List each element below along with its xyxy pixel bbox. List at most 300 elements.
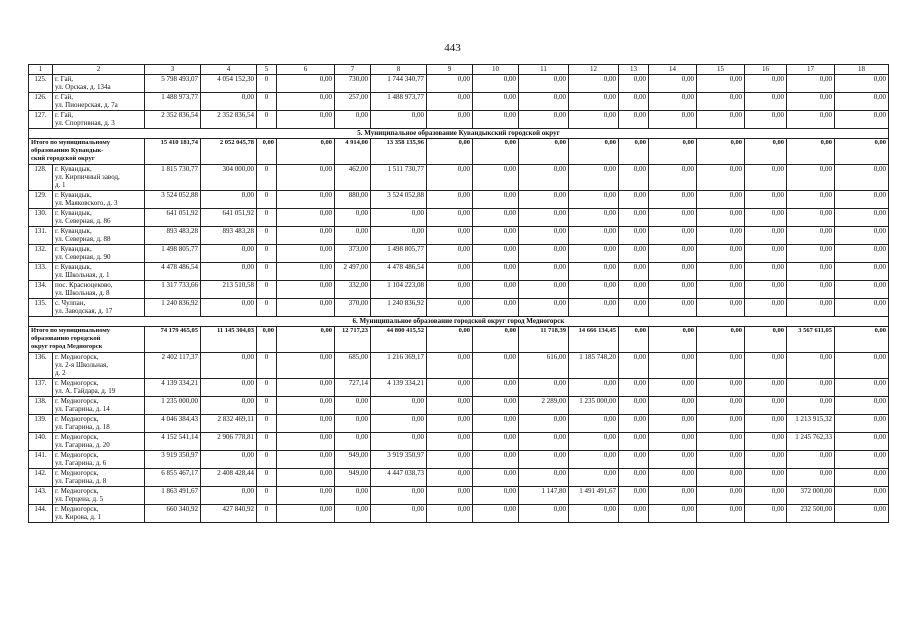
cell-col-4: 427 840,92 xyxy=(201,505,257,523)
cell-col-18: 0,00 xyxy=(835,397,889,415)
cell-col-15: 0,00 xyxy=(697,191,745,209)
address-cell: г. Медногорск, ул. Гагарина, д. 14 xyxy=(53,397,145,415)
address-cell: пос. Красноцеково, ул. Школьная, д. 8 xyxy=(53,281,145,299)
cell-col-8: 1 744 340,77 xyxy=(371,75,427,93)
cell-col-11: 616,00 xyxy=(519,353,569,379)
total-cell-col-12: 14 666 134,45 xyxy=(569,327,619,353)
cell-col-11: 0,00 xyxy=(519,505,569,523)
row-number: 135. xyxy=(29,299,53,317)
cell-col-13: 0,00 xyxy=(619,451,649,469)
table-row xyxy=(29,379,889,397)
cell-col-10: 0,00 xyxy=(473,487,519,505)
cell-col-14: 0,00 xyxy=(649,191,697,209)
address-cell: г. Кувандык, ул. Северная, д. 90 xyxy=(53,245,145,263)
column-number-row xyxy=(29,65,889,75)
total-cell-col-16: 0,00 xyxy=(745,327,787,353)
row-number: 129. xyxy=(29,191,53,209)
cell-col-17: 0,00 xyxy=(787,299,835,317)
cell-col-7: 949,00 xyxy=(335,451,371,469)
cell-col-5: 0 xyxy=(257,263,277,281)
cell-col-11: 2 289,00 xyxy=(519,397,569,415)
cell-col-9: 0,00 xyxy=(427,75,473,93)
cell-col-11: 0,00 xyxy=(519,191,569,209)
cell-col-12: 0,00 xyxy=(569,75,619,93)
cell-col-3: 1 863 491,67 xyxy=(145,487,201,505)
cell-col-16: 0,00 xyxy=(745,209,787,227)
cell-col-16: 0,00 xyxy=(745,227,787,245)
cell-col-6: 0,00 xyxy=(277,487,335,505)
cell-col-6: 0,00 xyxy=(277,469,335,487)
cell-col-4: 641 051,92 xyxy=(201,209,257,227)
cell-col-12: 0,00 xyxy=(569,245,619,263)
address-cell: г. Кувандык, ул. Северная, д. 86 xyxy=(53,209,145,227)
cell-col-18: 0,00 xyxy=(835,505,889,523)
total-cell-col-8: 44 800 415,52 xyxy=(371,327,427,353)
address-cell: с. Чулпан, ул. Заводская, д. 17 xyxy=(53,299,145,317)
cell-col-13: 0,00 xyxy=(619,415,649,433)
cell-col-10: 0,00 xyxy=(473,415,519,433)
cell-col-4: 2 408 428,44 xyxy=(201,469,257,487)
total-cell-col-9: 0,00 xyxy=(427,327,473,353)
cell-col-9: 0,00 xyxy=(427,469,473,487)
cell-col-7: 0,00 xyxy=(335,227,371,245)
row-number: 138. xyxy=(29,397,53,415)
table-row xyxy=(29,299,889,317)
cell-col-8: 0,00 xyxy=(371,433,427,451)
cell-col-15: 0,00 xyxy=(697,227,745,245)
cell-col-13: 0,00 xyxy=(619,191,649,209)
cell-col-8: 0,00 xyxy=(371,227,427,245)
cell-col-13: 0,00 xyxy=(619,469,649,487)
cell-col-6: 0,00 xyxy=(277,281,335,299)
cell-col-15: 0,00 xyxy=(697,451,745,469)
row-number: 130. xyxy=(29,209,53,227)
cell-col-10: 0,00 xyxy=(473,451,519,469)
cell-col-16: 0,00 xyxy=(745,487,787,505)
cell-col-15: 0,00 xyxy=(697,469,745,487)
table-row xyxy=(29,353,889,379)
total-cell-col-13: 0,00 xyxy=(619,139,649,165)
section-header-row xyxy=(29,129,889,139)
cell-col-8: 1 498 805,77 xyxy=(371,245,427,263)
cell-col-16: 0,00 xyxy=(745,93,787,111)
cell-col-9: 0,00 xyxy=(427,191,473,209)
address-cell: г. Кувандык, ул. Маяковского, д. 3 xyxy=(53,191,145,209)
cell-col-7: 462,00 xyxy=(335,165,371,191)
row-number: 144. xyxy=(29,505,53,523)
address-cell: г. Медногорск, ул. Гагарина, д. 20 xyxy=(53,433,145,451)
column-header-4: 4 xyxy=(201,65,257,75)
cell-col-14: 0,00 xyxy=(649,397,697,415)
total-cell-col-11: 11 718,39 xyxy=(519,327,569,353)
cell-col-3: 1 240 836,92 xyxy=(145,299,201,317)
cell-col-7: 727,14 xyxy=(335,379,371,397)
cell-col-18: 0,00 xyxy=(835,353,889,379)
cell-col-6: 0,00 xyxy=(277,93,335,111)
cell-col-13: 0,00 xyxy=(619,299,649,317)
data-table xyxy=(28,64,889,523)
cell-col-10: 0,00 xyxy=(473,93,519,111)
address-cell: г. Медногорск, ул. Гагарина, д. 6 xyxy=(53,451,145,469)
address-cell: г. Медногорск, ул. А. Гайдара, д. 19 xyxy=(53,379,145,397)
cell-col-8: 4 139 334,21 xyxy=(371,379,427,397)
cell-col-12: 0,00 xyxy=(569,379,619,397)
cell-col-10: 0,00 xyxy=(473,433,519,451)
total-cell-col-14: 0,00 xyxy=(649,139,697,165)
cell-col-10: 0,00 xyxy=(473,263,519,281)
cell-col-3: 2 352 836,54 xyxy=(145,111,201,129)
cell-col-5: 0 xyxy=(257,209,277,227)
cell-col-14: 0,00 xyxy=(649,281,697,299)
cell-col-6: 0,00 xyxy=(277,227,335,245)
cell-col-14: 0,00 xyxy=(649,299,697,317)
cell-col-3: 1 498 805,77 xyxy=(145,245,201,263)
cell-col-3: 3 919 350,97 xyxy=(145,451,201,469)
cell-col-18: 0,00 xyxy=(835,165,889,191)
cell-col-3: 4 478 486,54 xyxy=(145,263,201,281)
address-cell: г. Гай, ул. Орская, д. 134а xyxy=(53,75,145,93)
cell-col-7: 257,00 xyxy=(335,93,371,111)
cell-col-10: 0,00 xyxy=(473,397,519,415)
cell-col-18: 0,00 xyxy=(835,379,889,397)
cell-col-6: 0,00 xyxy=(277,263,335,281)
cell-col-15: 0,00 xyxy=(697,209,745,227)
table-row xyxy=(29,165,889,191)
cell-col-7: 0,00 xyxy=(335,111,371,129)
column-header-5: 5 xyxy=(257,65,277,75)
cell-col-5: 0 xyxy=(257,433,277,451)
total-cell-col-18: 0,00 xyxy=(835,139,889,165)
cell-col-10: 0,00 xyxy=(473,281,519,299)
cell-col-8: 3 524 052,88 xyxy=(371,191,427,209)
cell-col-8: 4 478 486,54 xyxy=(371,263,427,281)
cell-col-16: 0,00 xyxy=(745,505,787,523)
cell-col-13: 0,00 xyxy=(619,227,649,245)
column-header-11: 11 xyxy=(519,65,569,75)
cell-col-5: 0 xyxy=(257,397,277,415)
cell-col-14: 0,00 xyxy=(649,245,697,263)
cell-col-17: 0,00 xyxy=(787,353,835,379)
cell-col-11: 0,00 xyxy=(519,281,569,299)
cell-col-17: 0,00 xyxy=(787,75,835,93)
cell-col-13: 0,00 xyxy=(619,397,649,415)
cell-col-12: 0,00 xyxy=(569,93,619,111)
page-number: 443 xyxy=(444,42,461,54)
total-cell-col-5: 0,00 xyxy=(257,139,277,165)
cell-col-5: 0 xyxy=(257,487,277,505)
address-cell: г. Медногорск, ул. Гагарина, д. 18 xyxy=(53,415,145,433)
cell-col-7: 0,00 xyxy=(335,487,371,505)
cell-col-17: 0,00 xyxy=(787,245,835,263)
cell-col-4: 2 906 778,81 xyxy=(201,433,257,451)
cell-col-3: 5 798 493,07 xyxy=(145,75,201,93)
cell-col-17: 232 500,00 xyxy=(787,505,835,523)
cell-col-5: 0 xyxy=(257,245,277,263)
cell-col-6: 0,00 xyxy=(277,165,335,191)
cell-col-8: 0,00 xyxy=(371,487,427,505)
cell-col-9: 0,00 xyxy=(427,165,473,191)
cell-col-5: 0 xyxy=(257,379,277,397)
cell-col-11: 0,00 xyxy=(519,299,569,317)
cell-col-14: 0,00 xyxy=(649,415,697,433)
cell-col-16: 0,00 xyxy=(745,469,787,487)
cell-col-12: 0,00 xyxy=(569,469,619,487)
cell-col-18: 0,00 xyxy=(835,487,889,505)
cell-col-12: 0,00 xyxy=(569,191,619,209)
cell-col-18: 0,00 xyxy=(835,191,889,209)
row-number: 137. xyxy=(29,379,53,397)
cell-col-15: 0,00 xyxy=(697,415,745,433)
table-row xyxy=(29,397,889,415)
cell-col-10: 0,00 xyxy=(473,75,519,93)
cell-col-10: 0,00 xyxy=(473,469,519,487)
cell-col-15: 0,00 xyxy=(697,487,745,505)
cell-col-18: 0,00 xyxy=(835,299,889,317)
cell-col-17: 1 245 762,33 xyxy=(787,433,835,451)
total-label: Итого по муниципальному образованию городской округ город Медногорск xyxy=(29,327,145,353)
cell-col-15: 0,00 xyxy=(697,281,745,299)
cell-col-15: 0,00 xyxy=(697,505,745,523)
cell-col-4: 0,00 xyxy=(201,379,257,397)
cell-col-18: 0,00 xyxy=(835,227,889,245)
cell-col-11: 0,00 xyxy=(519,379,569,397)
cell-col-15: 0,00 xyxy=(697,93,745,111)
cell-col-10: 0,00 xyxy=(473,353,519,379)
table-row xyxy=(29,209,889,227)
column-header-10: 10 xyxy=(473,65,519,75)
cell-col-4: 213 510,58 xyxy=(201,281,257,299)
cell-col-4: 0,00 xyxy=(201,487,257,505)
cell-col-13: 0,00 xyxy=(619,93,649,111)
total-cell-col-11: 0,00 xyxy=(519,139,569,165)
cell-col-16: 0,00 xyxy=(745,451,787,469)
cell-col-4: 0,00 xyxy=(201,245,257,263)
total-row xyxy=(29,139,889,165)
cell-col-13: 0,00 xyxy=(619,353,649,379)
column-header-18: 18 xyxy=(835,65,889,75)
cell-col-5: 0 xyxy=(257,75,277,93)
cell-col-14: 0,00 xyxy=(649,451,697,469)
cell-col-9: 0,00 xyxy=(427,245,473,263)
cell-col-9: 0,00 xyxy=(427,353,473,379)
total-row xyxy=(29,327,889,353)
address-cell: г. Гай, ул. Пионерская, д. 7а xyxy=(53,93,145,111)
cell-col-5: 0 xyxy=(257,111,277,129)
cell-col-4: 0,00 xyxy=(201,263,257,281)
cell-col-12: 1 491 491,67 xyxy=(569,487,619,505)
cell-col-18: 0,00 xyxy=(835,281,889,299)
cell-col-4: 0,00 xyxy=(201,299,257,317)
cell-col-4: 304 000,00 xyxy=(201,165,257,191)
cell-col-18: 0,00 xyxy=(835,469,889,487)
cell-col-9: 0,00 xyxy=(427,299,473,317)
total-cell-col-13: 0,00 xyxy=(619,327,649,353)
cell-col-7: 0,00 xyxy=(335,505,371,523)
cell-col-3: 3 524 052,88 xyxy=(145,191,201,209)
cell-col-8: 1 511 730,77 xyxy=(371,165,427,191)
cell-col-15: 0,00 xyxy=(697,379,745,397)
total-cell-col-9: 0,00 xyxy=(427,139,473,165)
cell-col-7: 880,00 xyxy=(335,191,371,209)
cell-col-3: 893 483,28 xyxy=(145,227,201,245)
total-cell-col-5: 0,00 xyxy=(257,327,277,353)
table-row xyxy=(29,451,889,469)
total-cell-col-17: 0,00 xyxy=(787,139,835,165)
cell-col-15: 0,00 xyxy=(697,353,745,379)
cell-col-15: 0,00 xyxy=(697,433,745,451)
total-cell-col-15: 0,00 xyxy=(697,139,745,165)
cell-col-6: 0,00 xyxy=(277,299,335,317)
total-cell-col-4: 2 052 045,78 xyxy=(201,139,257,165)
cell-col-3: 4 046 384,43 xyxy=(145,415,201,433)
cell-col-16: 0,00 xyxy=(745,165,787,191)
cell-col-9: 0,00 xyxy=(427,487,473,505)
cell-col-4: 2 352 836,54 xyxy=(201,111,257,129)
table-row xyxy=(29,505,889,523)
cell-col-18: 0,00 xyxy=(835,209,889,227)
cell-col-11: 0,00 xyxy=(519,227,569,245)
cell-col-11: 0,00 xyxy=(519,245,569,263)
cell-col-18: 0,00 xyxy=(835,245,889,263)
table-row xyxy=(29,415,889,433)
cell-col-14: 0,00 xyxy=(649,75,697,93)
cell-col-16: 0,00 xyxy=(745,263,787,281)
cell-col-7: 0,00 xyxy=(335,397,371,415)
column-header-9: 9 xyxy=(427,65,473,75)
cell-col-17: 0,00 xyxy=(787,209,835,227)
cell-col-15: 0,00 xyxy=(697,111,745,129)
cell-col-17: 0,00 xyxy=(787,93,835,111)
row-number: 139. xyxy=(29,415,53,433)
cell-col-11: 0,00 xyxy=(519,111,569,129)
table-row xyxy=(29,487,889,505)
cell-col-5: 0 xyxy=(257,505,277,523)
cell-col-5: 0 xyxy=(257,299,277,317)
cell-col-7: 332,00 xyxy=(335,281,371,299)
cell-col-7: 949,00 xyxy=(335,469,371,487)
total-cell-col-3: 15 410 181,74 xyxy=(145,139,201,165)
cell-col-15: 0,00 xyxy=(697,397,745,415)
row-number: 132. xyxy=(29,245,53,263)
row-number: 133. xyxy=(29,263,53,281)
cell-col-12: 0,00 xyxy=(569,415,619,433)
cell-col-14: 0,00 xyxy=(649,111,697,129)
cell-col-13: 0,00 xyxy=(619,487,649,505)
cell-col-13: 0,00 xyxy=(619,245,649,263)
total-cell-col-7: 4 914,00 xyxy=(335,139,371,165)
cell-col-6: 0,00 xyxy=(277,191,335,209)
cell-col-9: 0,00 xyxy=(427,379,473,397)
cell-col-12: 1 235 000,00 xyxy=(569,397,619,415)
cell-col-12: 0,00 xyxy=(569,433,619,451)
cell-col-5: 0 xyxy=(257,165,277,191)
cell-col-11: 1 147,80 xyxy=(519,487,569,505)
cell-col-3: 4 139 334,21 xyxy=(145,379,201,397)
cell-col-6: 0,00 xyxy=(277,505,335,523)
cell-col-7: 685,00 xyxy=(335,353,371,379)
row-number: 136. xyxy=(29,353,53,379)
cell-col-9: 0,00 xyxy=(427,415,473,433)
cell-col-3: 1 815 730,77 xyxy=(145,165,201,191)
total-cell-col-10: 0,00 xyxy=(473,327,519,353)
address-cell: г. Медногорск, ул. Гагарина, д. 8 xyxy=(53,469,145,487)
cell-col-16: 0,00 xyxy=(745,75,787,93)
cell-col-8: 3 919 350,97 xyxy=(371,451,427,469)
table-row xyxy=(29,263,889,281)
total-cell-col-6: 0,00 xyxy=(277,139,335,165)
cell-col-5: 0 xyxy=(257,451,277,469)
table-row xyxy=(29,191,889,209)
row-number: 140. xyxy=(29,433,53,451)
address-cell: г. Кувандык, ул. Школьная, д. 1 xyxy=(53,263,145,281)
total-cell-col-7: 12 717,23 xyxy=(335,327,371,353)
cell-col-17: 0,00 xyxy=(787,227,835,245)
cell-col-13: 0,00 xyxy=(619,505,649,523)
cell-col-10: 0,00 xyxy=(473,227,519,245)
row-number: 141. xyxy=(29,451,53,469)
column-header-16: 16 xyxy=(745,65,787,75)
cell-col-9: 0,00 xyxy=(427,111,473,129)
cell-col-8: 1 240 836,92 xyxy=(371,299,427,317)
column-header-1: 1 xyxy=(29,65,53,75)
cell-col-6: 0,00 xyxy=(277,111,335,129)
cell-col-17: 0,00 xyxy=(787,191,835,209)
cell-col-11: 0,00 xyxy=(519,469,569,487)
total-cell-col-10: 0,00 xyxy=(473,139,519,165)
cell-col-9: 0,00 xyxy=(427,505,473,523)
column-header-15: 15 xyxy=(697,65,745,75)
cell-col-4: 0,00 xyxy=(201,397,257,415)
total-cell-col-3: 74 179 465,05 xyxy=(145,327,201,353)
cell-col-7: 730,00 xyxy=(335,75,371,93)
cell-col-17: 0,00 xyxy=(787,281,835,299)
cell-col-10: 0,00 xyxy=(473,111,519,129)
cell-col-16: 0,00 xyxy=(745,245,787,263)
cell-col-14: 0,00 xyxy=(649,263,697,281)
table-row xyxy=(29,245,889,263)
cell-col-8: 0,00 xyxy=(371,209,427,227)
cell-col-17: 0,00 xyxy=(787,397,835,415)
cell-col-15: 0,00 xyxy=(697,165,745,191)
cell-col-10: 0,00 xyxy=(473,209,519,227)
cell-col-9: 0,00 xyxy=(427,227,473,245)
cell-col-6: 0,00 xyxy=(277,415,335,433)
cell-col-7: 370,00 xyxy=(335,299,371,317)
cell-col-7: 0,00 xyxy=(335,415,371,433)
cell-col-17: 1 213 915,32 xyxy=(787,415,835,433)
cell-col-16: 0,00 xyxy=(745,111,787,129)
cell-col-16: 0,00 xyxy=(745,397,787,415)
cell-col-5: 0 xyxy=(257,191,277,209)
cell-col-3: 1 317 733,66 xyxy=(145,281,201,299)
cell-col-8: 0,00 xyxy=(371,415,427,433)
section-title: 5. Муниципальное образование Кувандыкский городской округ xyxy=(29,129,889,139)
cell-col-11: 0,00 xyxy=(519,415,569,433)
cell-col-13: 0,00 xyxy=(619,379,649,397)
cell-col-5: 0 xyxy=(257,353,277,379)
cell-col-11: 0,00 xyxy=(519,451,569,469)
cell-col-13: 0,00 xyxy=(619,281,649,299)
cell-col-15: 0,00 xyxy=(697,75,745,93)
cell-col-17: 0,00 xyxy=(787,111,835,129)
cell-col-5: 0 xyxy=(257,415,277,433)
address-cell: г. Кувандык, ул. Кирпичный завод, д. 1 xyxy=(53,165,145,191)
cell-col-11: 0,00 xyxy=(519,263,569,281)
cell-col-16: 0,00 xyxy=(745,433,787,451)
cell-col-11: 0,00 xyxy=(519,93,569,111)
cell-col-8: 1 104 223,08 xyxy=(371,281,427,299)
cell-col-15: 0,00 xyxy=(697,245,745,263)
